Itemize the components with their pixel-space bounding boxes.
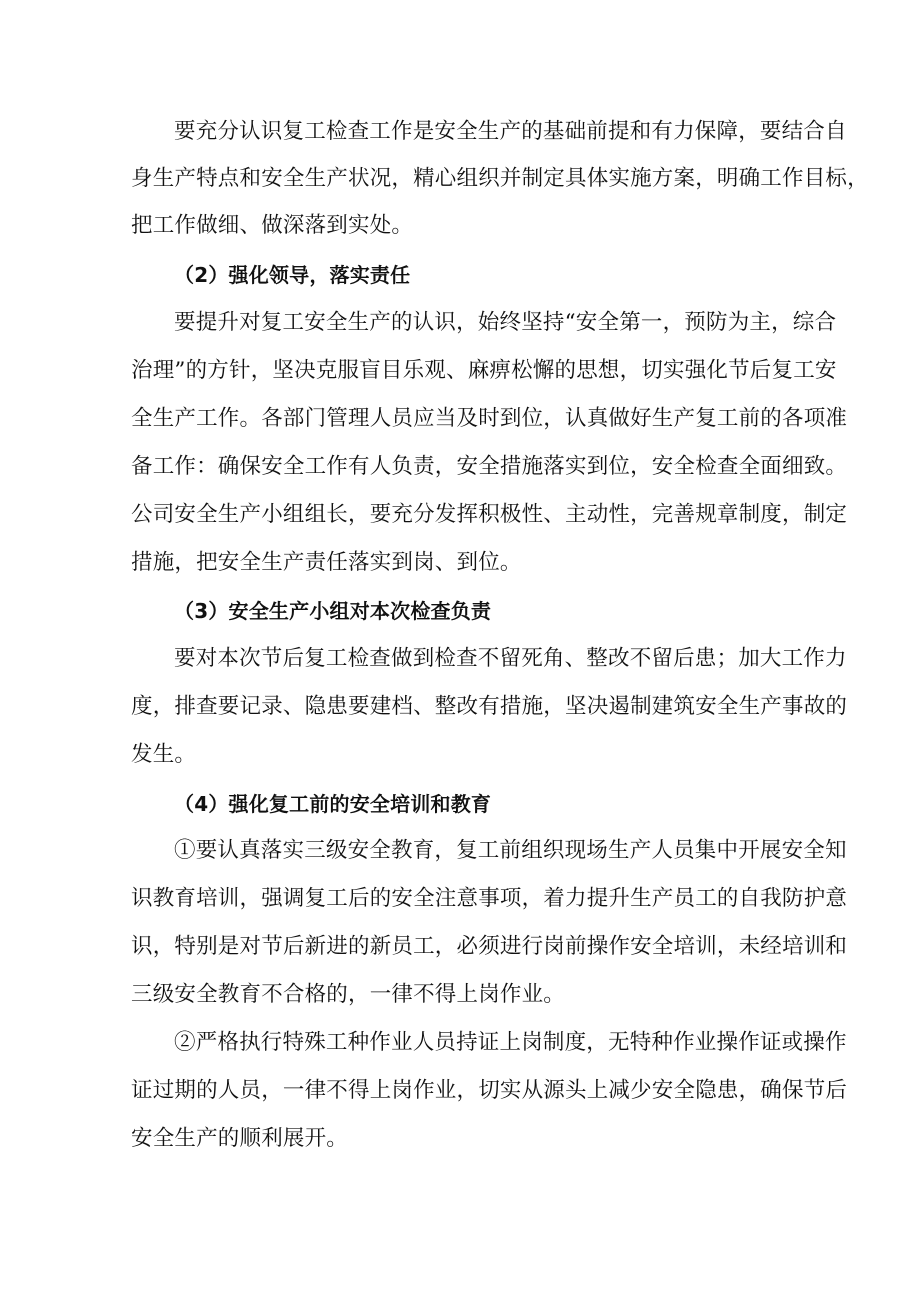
- paragraph-5-line-1: ②严格执行特殊工种作业人员持证上岗制度，无特种作业操作证或操作: [174, 1030, 847, 1055]
- paragraph-4-line-4: 三级安全教育不合格的，一律不得上岗作业。: [131, 982, 566, 1007]
- section-heading-3: （3）安全生产小组对本次检查负责: [174, 599, 492, 623]
- section-heading-4: （4）强化复工前的安全培训和教育: [174, 792, 492, 816]
- paragraph-1-line-1: 要充分认识复工检查工作是安全生产的基础前提和有力保障，要结合自: [174, 119, 847, 144]
- paragraph-4-line-3: 识，特别是对节后新进的新员工，必须进行岗前操作安全培训，未经培训和: [131, 934, 848, 959]
- paragraph-2-line-1: 要提升对复工安全生产的认识，始终坚持“安全第一，预防为主，综合: [174, 310, 837, 335]
- paragraph-3-line-3: 发生。: [131, 742, 197, 767]
- paragraph-4-line-2: 识教育培训，强调复工后的安全注意事项，着力提升生产员工的自我防护意: [131, 886, 848, 911]
- paragraph-2-line-5: 公司安全生产小组组长，要充分发挥积极性、主动性，完善规章制度，制定: [131, 502, 848, 527]
- section-heading-2: （2）强化领导，落实责任: [174, 263, 411, 287]
- paragraph-2-line-2: 治理”的方针，坚决克服盲目乐观、麻痹松懈的思想，切实强化节后复工安: [131, 358, 837, 383]
- paragraph-1-line-2: 身生产特点和安全生产状况，精心组织并制定具体实施方案，明确工作目标，: [131, 166, 869, 191]
- paragraph-5-line-3: 安全生产的顺利展开。: [131, 1126, 349, 1151]
- paragraph-3-line-2: 度，排查要记录、隐患要建档、整改有措施，坚决遏制建筑安全生产事故的: [131, 694, 848, 719]
- paragraph-3-line-1: 要对本次节后复工检查做到检查不留死角、整改不留后患；加大工作力: [174, 646, 847, 671]
- paragraph-1-line-3: 把工作做细、做深落到实处。: [131, 213, 414, 238]
- paragraph-2-line-6: 措施，把安全生产责任落实到岗、到位。: [131, 550, 522, 575]
- paragraph-4-line-1: ①要认真落实三级安全教育，复工前组织现场生产人员集中开展安全知: [174, 838, 847, 863]
- paragraph-2-line-4: 备工作：确保安全工作有人负责，安全措施落实到位，安全检查全面细致。: [131, 454, 848, 479]
- paragraph-5-line-2: 证过期的人员，一律不得上岗作业，切实从源头上减少安全隐患，确保节后: [131, 1078, 848, 1103]
- paragraph-2-line-3: 全生产工作。各部门管理人员应当及时到位，认真做好生产复工前的各项准: [131, 406, 848, 431]
